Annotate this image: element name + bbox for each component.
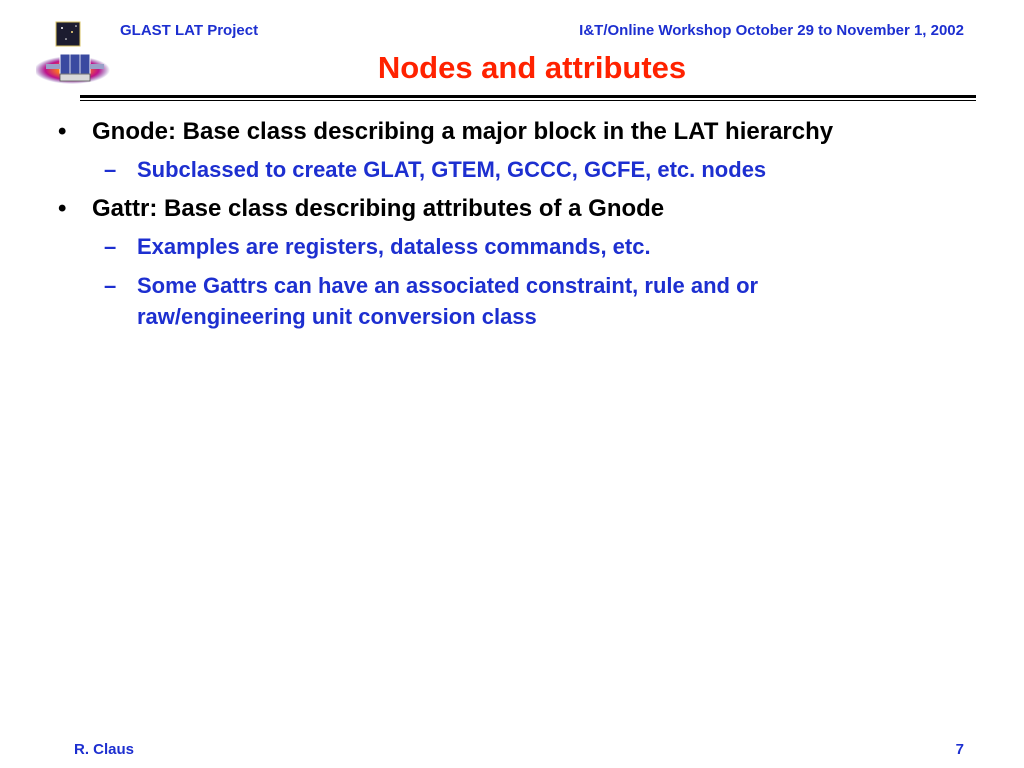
sub-bullet-item: Examples are registers, dataless commands, etc. <box>137 234 651 259</box>
sub-bullet-item: raw/engineering unit conversion class <box>137 304 537 329</box>
bullet-marker: • <box>58 195 67 222</box>
sub-bullet-marker: – <box>104 273 117 298</box>
bullet-item: Gnode: Base class describing a major block in the LAT hierarchy <box>92 118 834 145</box>
slide-title: Nodes and attributes <box>377 50 687 85</box>
bullet-marker: • <box>58 118 67 145</box>
page-number: 7 <box>955 741 964 758</box>
sub-bullet-item: Subclassed to create GLAT, GTEM, GCCC, GCFE, etc. nodes <box>137 157 767 182</box>
project-name: GLAST LAT Project <box>120 22 259 39</box>
sub-bullet-marker: – <box>104 234 117 259</box>
sub-bullet-marker: – <box>104 157 117 182</box>
event-name: I&T/Online Workshop October 29 to November 1, 2002 <box>579 22 964 39</box>
author-name: R. Claus <box>74 741 135 758</box>
title-divider-thin <box>80 100 976 101</box>
bullet-item: Gattr: Base class describing attributes of a Gnode <box>92 195 665 222</box>
sub-bullet-item: Some Gattrs can have an associated constraint, rule and or <box>137 273 759 298</box>
title-divider <box>80 95 976 98</box>
